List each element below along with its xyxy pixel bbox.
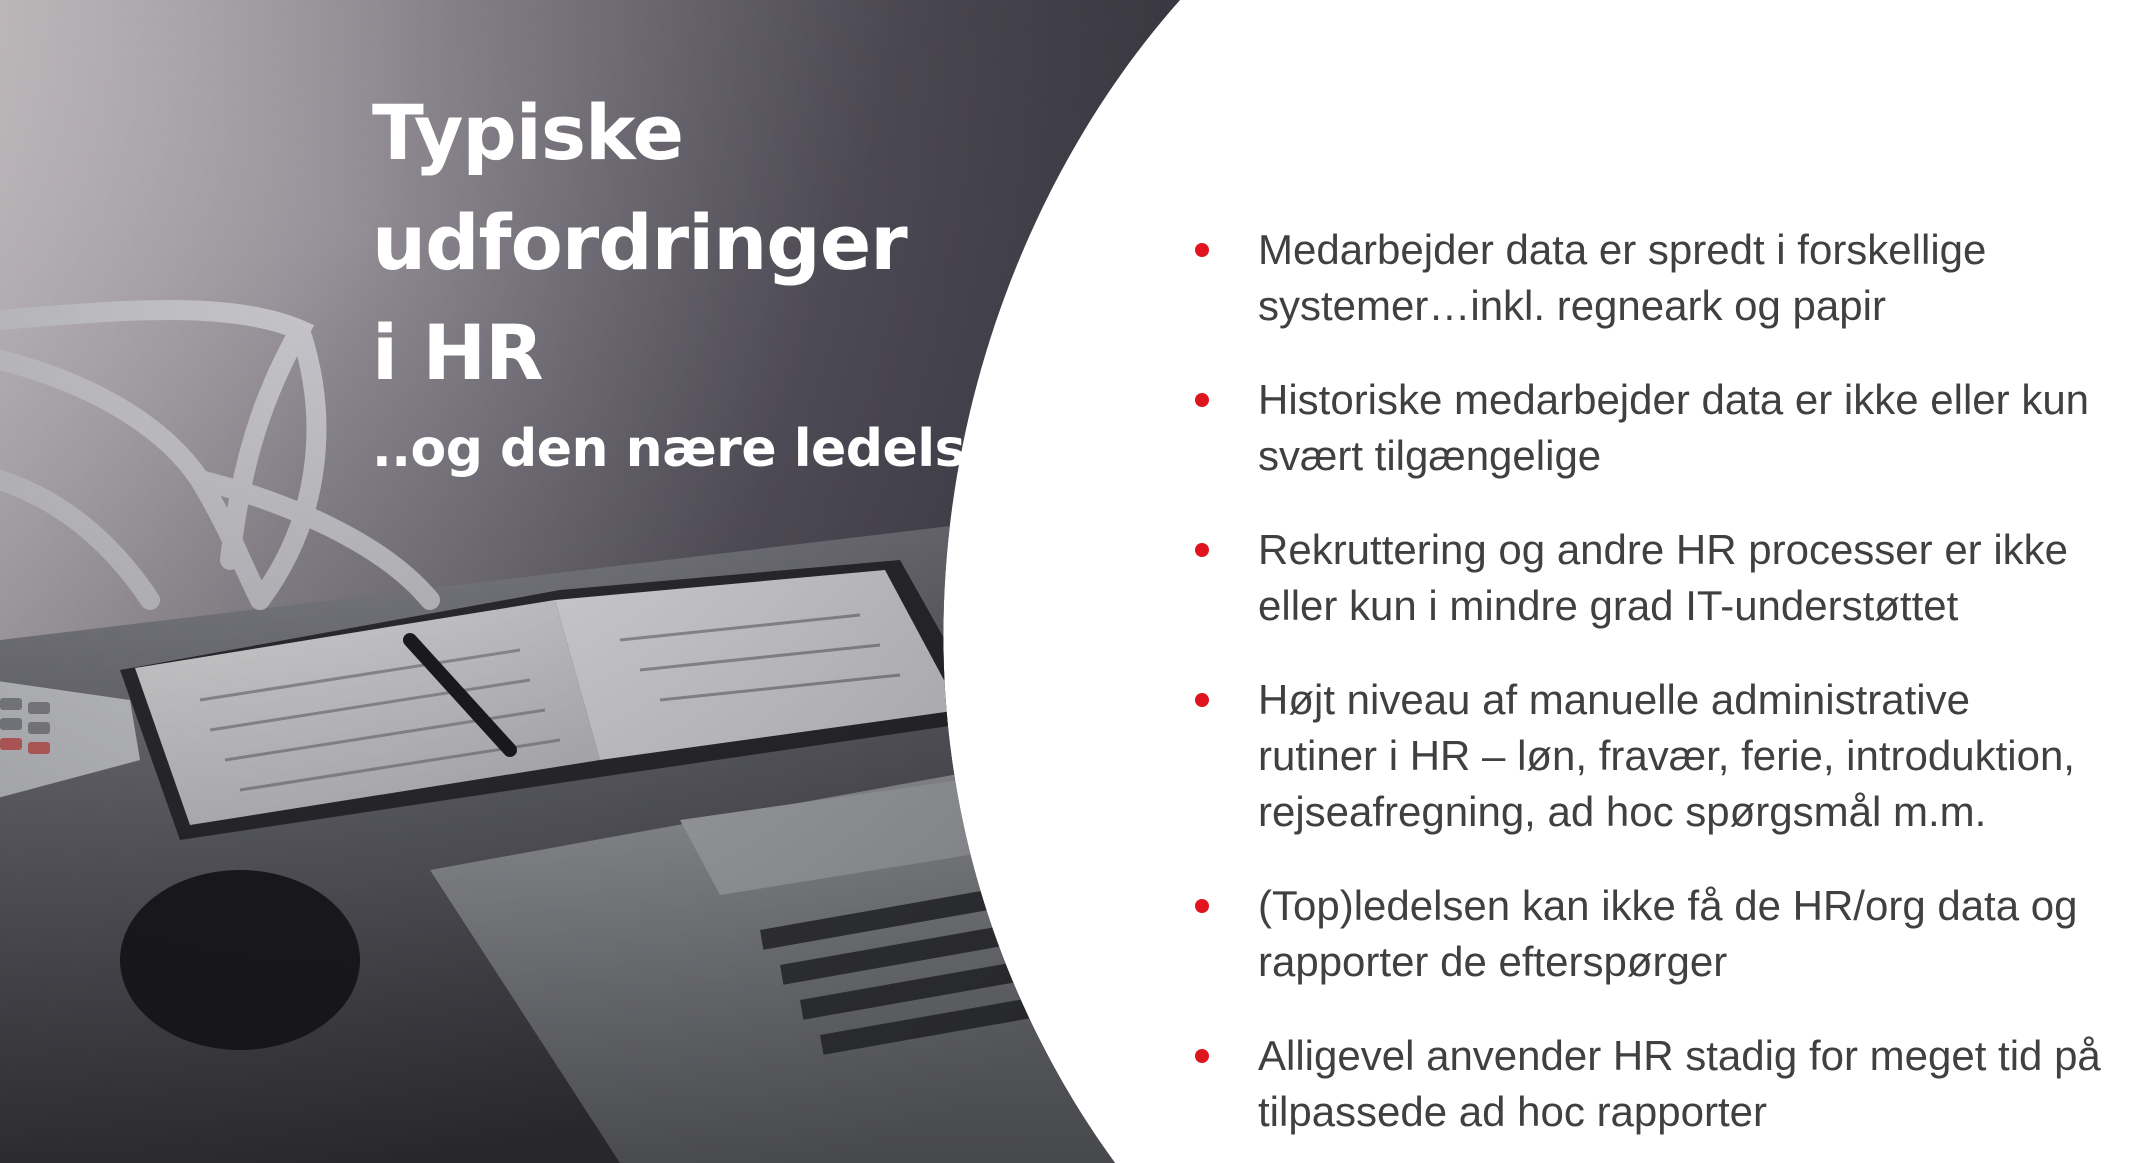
bullet-item [1195, 522, 2135, 634]
bullet-dot-icon [1195, 543, 1209, 557]
bullet-item [1195, 672, 2135, 840]
bullet-line: systemer…inkl. regneark og papir [1258, 282, 1886, 329]
title-block [372, 78, 1000, 484]
bullet-item [1195, 1028, 2135, 1140]
bullet-line: Medarbejder data er spredt i forskellige [1258, 226, 1987, 273]
bullet-dot-icon [1195, 899, 1209, 913]
bullet-line: Historiske medarbejder data er ikke eller kun [1258, 376, 2090, 423]
bullet-line: svært tilgængelige [1258, 432, 1602, 479]
bullet-list [1195, 222, 2135, 1163]
bullet-dot-icon [1195, 243, 1209, 257]
bullet-line: rapporter de efterspørger [1258, 938, 1728, 985]
bullet-line: rejseafregning, ad hoc spørgsmål m.m. [1258, 788, 1987, 835]
title-line-3: i HR [372, 308, 543, 397]
bullet-line: eller kun i mindre grad IT-understøttet [1258, 582, 1959, 629]
bullet-dot-icon [1195, 393, 1209, 407]
bullet-dot-icon [1195, 693, 1209, 707]
title-line-2: udfordringer [372, 198, 907, 287]
bullet-line: (Top)ledelsen kan ikke få de HR/org data og [1258, 882, 2078, 929]
bullet-item [1195, 878, 2135, 990]
bullet-line: Rekruttering og andre HR processer er ikke [1258, 526, 2069, 573]
bullet-dot-icon [1195, 1049, 1209, 1063]
title-line-1: Typiske [372, 88, 684, 177]
bullet-line: tilpassede ad hoc rapporter [1258, 1088, 1767, 1135]
bullet-line: Højt niveau af manuelle administrative [1258, 676, 1970, 723]
bullet-item [1195, 372, 2135, 484]
bullet-line: Alligevel anvender HR stadig for meget tid på [1258, 1032, 2101, 1079]
bullet-item [1195, 222, 2135, 334]
subtitle: ..og den nære ledelse [372, 419, 1000, 479]
bullet-line: rutiner i HR – løn, fravær, ferie, introduktion, [1258, 732, 2075, 779]
